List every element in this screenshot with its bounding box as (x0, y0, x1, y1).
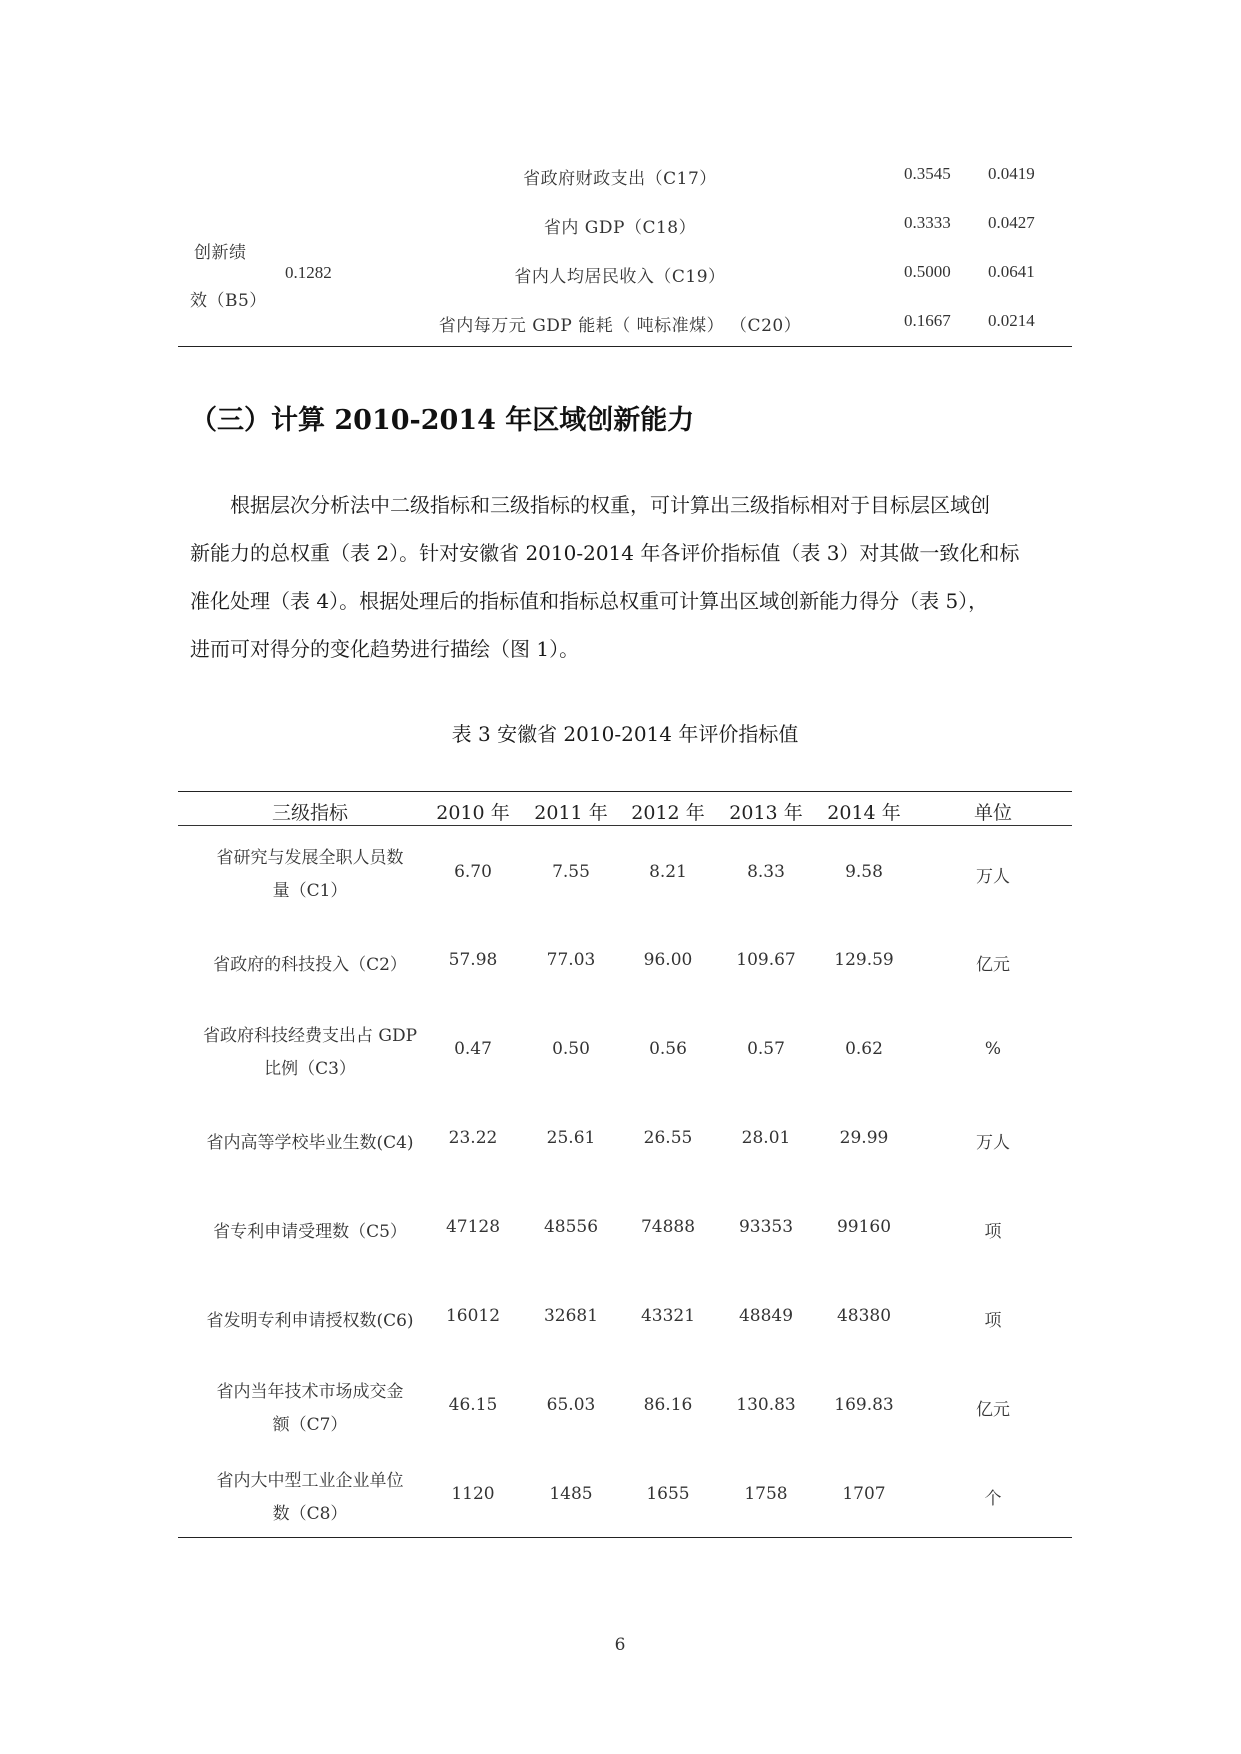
table-cell: 0.56 (649, 1039, 687, 1059)
table3-header-unit: 单位 (973, 802, 1012, 824)
row-name-line: 比例（C3） (264, 1059, 356, 1079)
table-cell: 0.62 (845, 1039, 883, 1059)
table-cell: 46.15 (448, 1395, 498, 1415)
table-row-name: 省政府的科技投入（C2） (213, 955, 407, 975)
paragraph-line: 根据层次分析法中二级指标和三级指标的权重，可计算出三级指标相对于目标层区域创 (230, 493, 990, 517)
c-row-name: 省政府财政支出（C17） (523, 169, 717, 189)
c-row-w2: 0.0427 (988, 213, 1035, 232)
row-name-line: 数（C8） (272, 1504, 348, 1524)
table-cell: 8.33 (747, 862, 785, 882)
table-cell: 0.50 (552, 1039, 590, 1059)
table-cell-unit: 万人 (976, 1133, 1010, 1153)
row-name-line: 省研究与发展全职人员数 (216, 848, 404, 868)
table-cell: 32681 (543, 1306, 599, 1326)
c-row-w1: 0.3545 (904, 164, 951, 183)
c-row-name: 省内 GDP（C18） (543, 218, 697, 238)
table3-header-2012: 2012 年 (631, 802, 705, 824)
table-cell: 28.01 (741, 1128, 791, 1148)
table-cell-unit: 个 (984, 1489, 1002, 1509)
table-cell: 48849 (738, 1306, 794, 1326)
paragraph-line: 新能力的总权重（表 2）。针对安徽省 2010-2014 年各评价指标值（表 3）对其做一致化和标 (190, 541, 1020, 565)
table-cell: 169.83 (834, 1395, 894, 1415)
table-cell: 47128 (445, 1217, 501, 1237)
table-cell: 129.59 (834, 950, 894, 970)
page-number: 6 (614, 1635, 626, 1655)
body-paragraph (190, 481, 1070, 673)
table3-header-rule (178, 825, 1072, 826)
paragraph-line: 进而可对得分的变化趋势进行描绘（图 1）。 (190, 637, 580, 661)
table-cell: 1485 (549, 1484, 593, 1504)
table3-caption: 表 3 安徽省 2010-2014 年评价指标值 (451, 722, 799, 746)
b-label-line1: 创新绩 (194, 243, 247, 263)
table3-bottom-rule (178, 1537, 1072, 1538)
table-row-name: 省专利申请受理数（C5） (213, 1222, 407, 1242)
table-cell: 9.58 (845, 862, 883, 882)
table-cell: 1120 (451, 1484, 495, 1504)
b-weight: 0.1282 (285, 263, 332, 282)
table-cell: 1655 (646, 1484, 690, 1504)
table3-header-indicator: 三级指标 (271, 802, 348, 824)
row-name-line: 额（C7） (272, 1415, 348, 1435)
top-table-bottom-rule (178, 346, 1072, 347)
b-label-line2: 效（B5） (190, 291, 267, 311)
row-name-line: 省内当年技术市场成交金 (216, 1382, 404, 1402)
table-cell: 99160 (836, 1217, 892, 1237)
table-cell: 57.98 (448, 950, 498, 970)
table-cell: 130.83 (736, 1395, 796, 1415)
table-cell: 1758 (744, 1484, 788, 1504)
c-row-w2: 0.0419 (988, 164, 1035, 183)
table3-header-2014: 2014 年 (827, 802, 901, 824)
table-row-name (180, 1376, 440, 1442)
table-cell: 0.57 (747, 1039, 785, 1059)
table3-header-2010: 2010 年 (436, 802, 510, 824)
table-cell-unit: 万人 (976, 867, 1010, 887)
table-cell: 96.00 (643, 950, 693, 970)
section-heading: （三）计算 2010-2014 年区域创新能力 (190, 405, 695, 436)
table-cell: 8.21 (649, 862, 687, 882)
table-cell: 48380 (836, 1306, 892, 1326)
table-cell: 74888 (640, 1217, 696, 1237)
table-cell-unit: % (984, 1039, 1002, 1059)
table-cell-unit: 亿元 (976, 955, 1010, 975)
table-cell: 86.16 (643, 1395, 693, 1415)
table-cell: 93353 (738, 1217, 794, 1237)
paragraph-line: 准化处理（表 4）。根据处理后的指标值和指标总权重可计算出区域创新能力得分（表 5）， (190, 589, 989, 613)
table-cell: 6.70 (454, 862, 492, 882)
c-row-name: 省内人均居民收入（C19） (514, 267, 726, 287)
table-cell-unit: 亿元 (976, 1400, 1010, 1420)
c-row-w2: 0.0214 (988, 311, 1035, 330)
row-name-line: 省内大中型工业企业单位 (216, 1471, 404, 1491)
table-cell: 1707 (842, 1484, 886, 1504)
table-cell: 29.99 (839, 1128, 889, 1148)
table-cell: 0.47 (454, 1039, 492, 1059)
table-cell: 25.61 (546, 1128, 596, 1148)
table3-header-2011: 2011 年 (534, 802, 608, 824)
c-row-name: 省内每万元 GDP 能耗（ 吨标准煤） （C20） (438, 316, 802, 336)
table-cell: 43321 (640, 1306, 696, 1326)
table-cell-unit: 项 (984, 1222, 1002, 1242)
table-cell: 48556 (543, 1217, 599, 1237)
table-cell: 7.55 (552, 862, 590, 882)
table-cell: 77.03 (546, 950, 596, 970)
table-row-name: 省发明专利申请授权数(C6) (206, 1311, 414, 1331)
c-row-w1: 0.3333 (904, 213, 951, 232)
table3-top-rule (178, 791, 1072, 792)
c-row-w2: 0.0641 (988, 262, 1035, 281)
table-cell-unit: 项 (984, 1311, 1002, 1331)
c-row-w1: 0.5000 (904, 262, 951, 281)
table3-header-2013: 2013 年 (729, 802, 803, 824)
c-row-w1: 0.1667 (904, 311, 951, 330)
table-cell: 16012 (445, 1306, 501, 1326)
table-row-name: 省内高等学校毕业生数(C4) (206, 1133, 414, 1153)
table-cell: 109.67 (736, 950, 796, 970)
table-row-name (180, 1020, 440, 1086)
table-cell: 23.22 (448, 1128, 498, 1148)
table-cell: 65.03 (546, 1395, 596, 1415)
row-name-line: 省政府科技经费支出占 GDP (202, 1026, 418, 1046)
row-name-line: 量（C1） (272, 881, 348, 901)
table-row-name (180, 1465, 440, 1531)
table-row-name (180, 842, 440, 908)
table-cell: 26.55 (643, 1128, 693, 1148)
